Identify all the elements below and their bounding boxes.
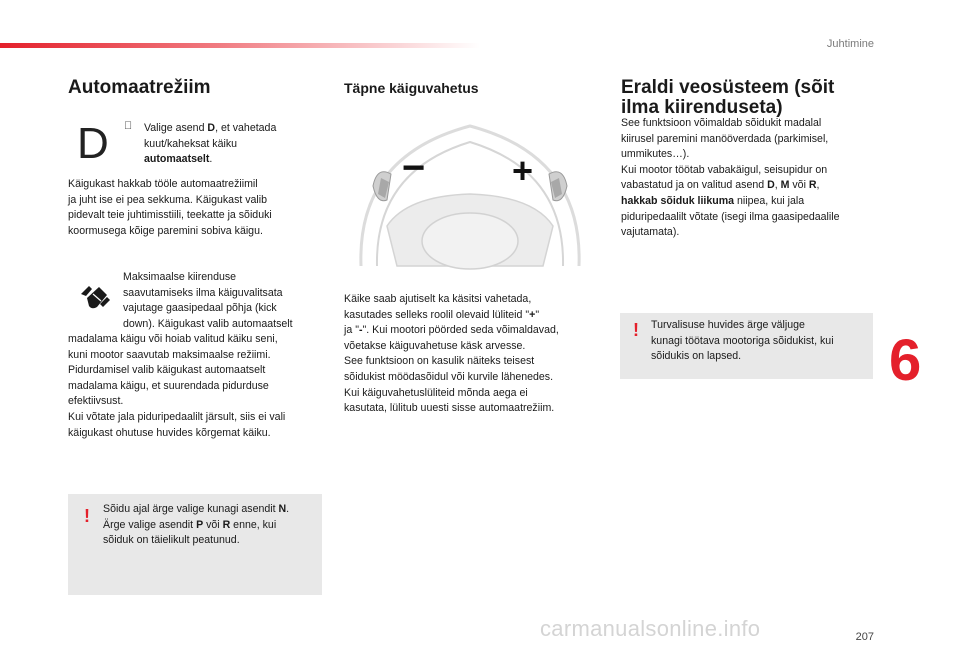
steering-wheel-illustration <box>347 116 593 286</box>
chapter-title: Juhtimine <box>826 38 874 50</box>
automatic-mode-paragraph: Käigukast hakkab tööle automaatrežiimil ja juht ise ei pea sekkuma. Käigukast valib pidevalt teie juhtimisstiili, teekatte ja sõiduki koormusega kõige paremini sobiva käigu. <box>68 178 272 237</box>
warning-text: Sõidu ajal ärge valige kunagi asendit N. Ärge valige asendit P või R enne, kui sõiduk on täielikult peatunud. <box>103 503 290 547</box>
page-number: 207 <box>855 631 874 643</box>
warning-icon: ! <box>633 320 639 340</box>
warning-icon: ! <box>84 506 90 526</box>
warning-note-children <box>620 313 873 379</box>
manual-shift-paragraph: Käike saab ajutiselt ka käsitsi vahetada, kasutades selleks roolil olevaid lüliteid "+" ja "-". Kui mootori pöörded seda võimaldavad, võetakse käiguvahetuse käsk arvesse. See funktsioon on kasulik näiteks teisest sõidukist möödasõidul või kurvile lähenedes. Kui käiguvahetuslüliteid mõnda aega ei kasutata, lülitub uuesti sisse automaatrežiim. <box>344 293 559 415</box>
section-title-manual-shift: Täpne käiguvahetus <box>344 80 479 96</box>
watermark: carmanualsonline.info <box>540 616 761 641</box>
chapter-number: 6 <box>889 328 922 393</box>
creep-mode-paragraph: See funktsioon võimaldab sõidukit madalal kiirusel paremini manööverdada (parkimisel, ummikutes…). Kui mootor töötab vabakäigul, seisupidur on vabastatud ja on valitud asend D, M või R, hakkab sõiduk liikuma niipea, kui jala piduripedaalilt võtate (isegi ilma gaasipedaalile vajutamata). <box>621 117 840 239</box>
shift-down-minus-label: − <box>402 146 426 190</box>
warning-text: Turvalisuse huvides ärge väljuge kunagi töötava mootoriga sõidukist, kui sõidukis on lapsed. <box>651 319 834 363</box>
kickdown-paragraph: madalama käigu või hoiab valitud käiku seni, kuni mootor saavutab maksimaalse režiimi. Pidurdamisel valib käigukast automaatselt madalama käigu, et suurendada pidurduse efektiivsust. Kui võtate jala piduripedaalilt järsult, siis ei vali käigukast ohutuse huvides kõrgemat käiku. <box>68 333 286 439</box>
shift-up-plus-label: + <box>512 150 534 191</box>
section-title-creep-mode: Eraldi veosüsteem (sõit ilma kiirenduseta) <box>621 77 835 118</box>
step-select-d: Valige asend D, et vahetada kuut/kaheksat käiku automaatselt. <box>144 122 277 166</box>
gear-d-symbol: D <box>77 119 109 168</box>
kickdown-paragraph-indented: Maksimaalse kiirenduse saavutamiseks ilma käiguvalitsata vajutage gaasipedaal põhja (kick down). Käigukast valib automaatselt <box>123 271 293 330</box>
section-title-automatic-mode: Automaatrežiim <box>68 77 211 98</box>
foot-pedal-icon <box>77 280 113 312</box>
header-accent-bar <box>0 43 480 48</box>
warning-note-neutral <box>68 494 322 595</box>
bullet-icon <box>124 120 132 132</box>
